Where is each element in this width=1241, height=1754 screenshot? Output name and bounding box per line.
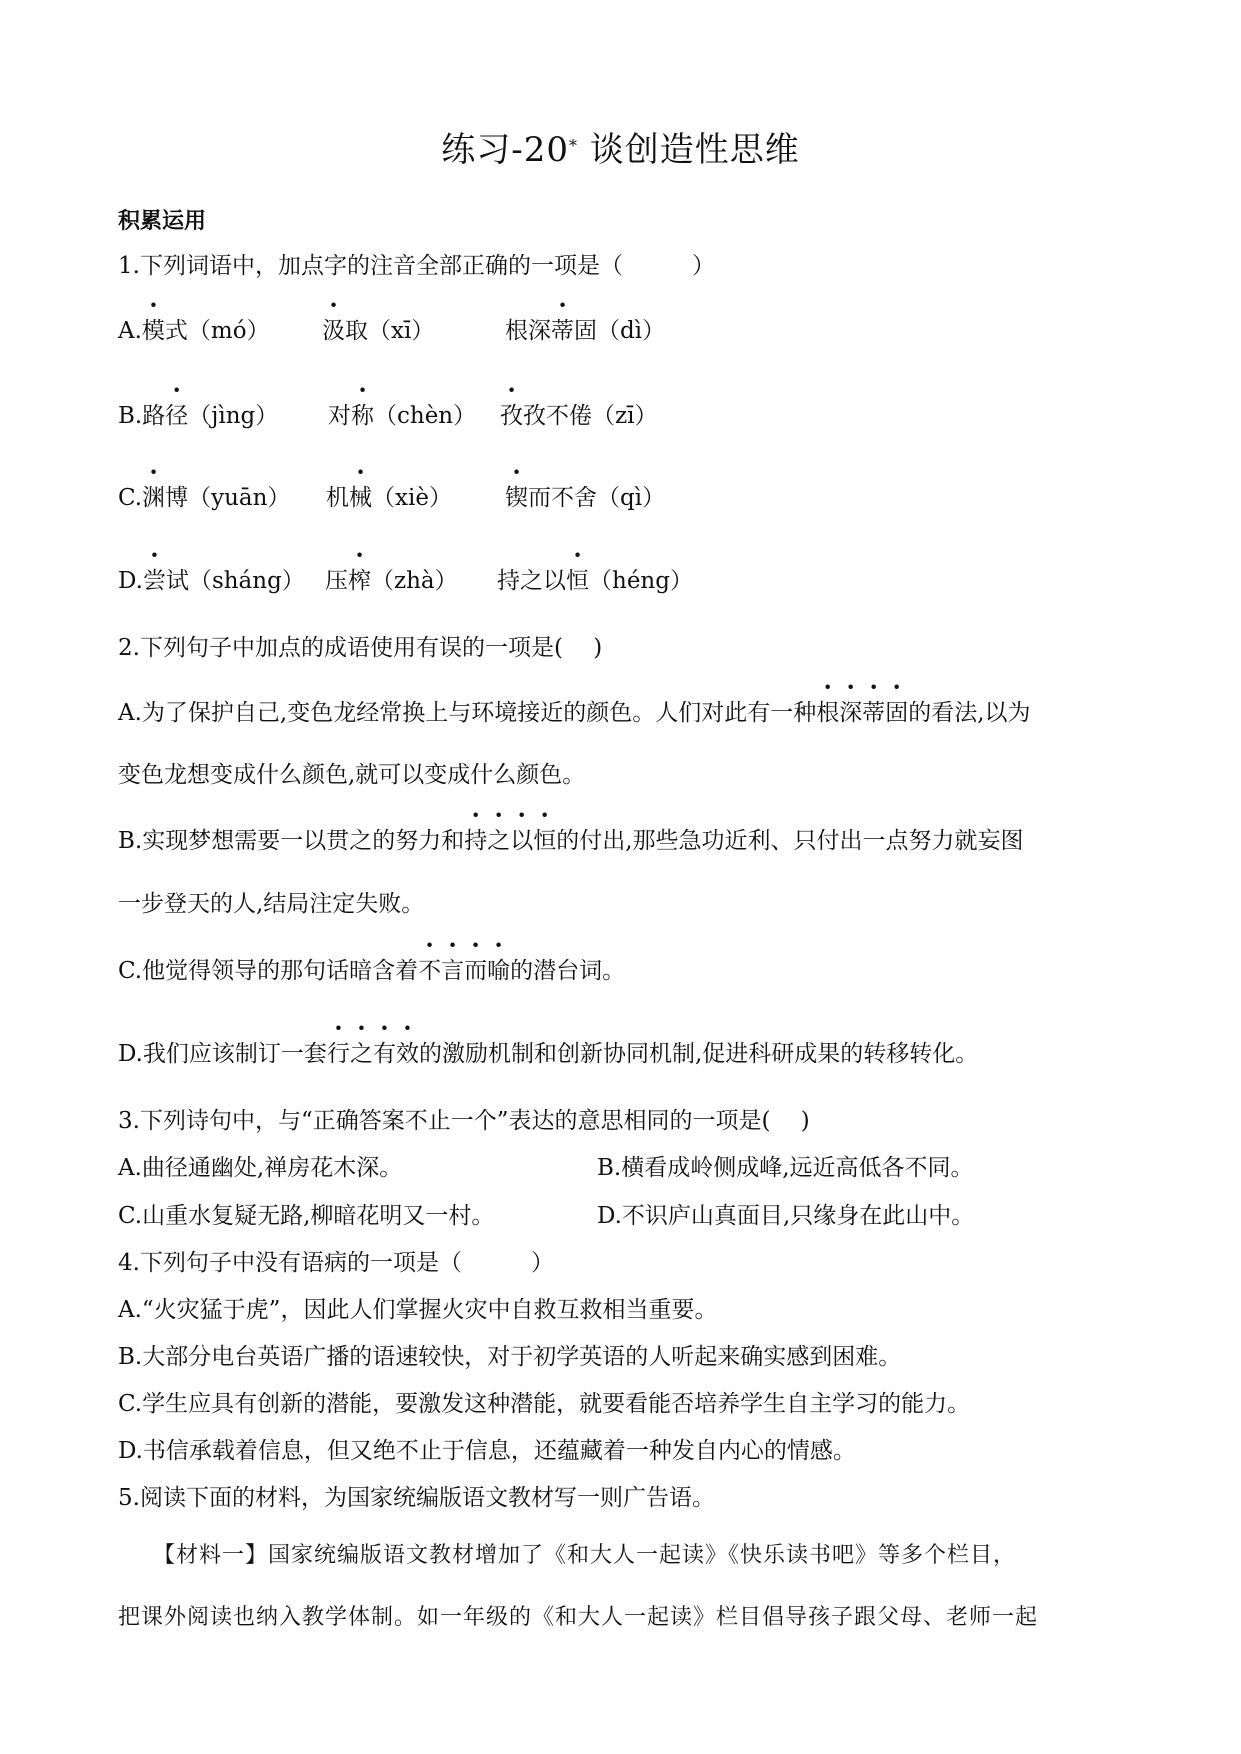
section-heading: 积累运用	[118, 209, 207, 234]
q1-option-c-1: C.渊博（yuān）	[118, 485, 291, 511]
q1-option-a-2: 汲取（xī）	[322, 318, 435, 344]
q1-option-d-3: 持之以恒（héng）	[497, 568, 693, 594]
q1-option-b-2: 对称（chèn）	[328, 403, 477, 429]
q4-option-a: A.“火灾猛于虎”，因此人们掌握火灾中自救互救相当重要。	[118, 1297, 718, 1323]
q1-option-c-3: 锲而不舍（qì）	[505, 485, 666, 511]
q1-option-a-1: A.模式（mó）	[118, 318, 270, 344]
q3-option-b: B.横看成岭侧成峰,远近高低各不同。	[597, 1155, 974, 1181]
q1-option-d-1: D.尝试（sháng）	[118, 568, 305, 594]
question-1-stem: 1.下列词语中，加点字的注音全部正确的一项是（ ）	[118, 253, 715, 279]
q2-option-d: D.我们应该制订一套行之有效的激励机制和创新协同机制,促进科研成果的转移转化。	[118, 1041, 979, 1067]
q1-option-b-3: 孜孜不倦（zī）	[500, 403, 658, 429]
q3-option-d: D.不识庐山真面目,只缘身在此山中。	[597, 1203, 975, 1229]
q2-option-b-line-2: 一步登天的人,结局注定失败。	[118, 891, 425, 917]
question-4-stem: 4.下列句子中没有语病的一项是（ ）	[118, 1250, 554, 1276]
question-3-stem: 3.下列诗句中，与“正确答案不止一个”表达的意思相同的一项是( )	[118, 1108, 810, 1134]
q2-option-a-line-1: A.为了保护自己,变色龙经常换上与环境接近的颜色。人们对此有一种根深蒂固的看法,以为	[118, 700, 1031, 726]
q3-option-a: A.曲径通幽处,禅房花木深。	[118, 1155, 403, 1181]
q1-option-b-1: B.路径（jìng）	[118, 403, 279, 429]
q2-option-b-line-1: B.实现梦想需要一以贯之的努力和持之以恒的付出,那些急功近利、只付出一点努力就妄图	[118, 828, 1024, 854]
q4-option-b: B.大部分电台英语广播的语速较快，对于初学英语的人听起来确实感到困难。	[118, 1344, 902, 1370]
question-5-stem: 5.阅读下面的材料，为国家统编版语文教材写一则广告语。	[118, 1485, 715, 1511]
q2-option-c: C.他觉得领导的那句话暗含着不言而喻的潜台词。	[118, 958, 626, 984]
material-1-line-2: 把课外阅读也纳入教学体制。如一年级的《和大人一起读》栏目倡导孩子跟父母、老师一起	[118, 1605, 1039, 1630]
q4-option-c: C.学生应具有创新的潜能，要激发这种潜能，就要看能否培养学生自主学习的能力。	[118, 1391, 971, 1417]
q4-option-d: D.书信承载着信息，但又绝不止于信息，还蕴藏着一种发自内心的情感。	[118, 1438, 856, 1464]
q1-option-a-3: 根深蒂固（dì）	[505, 318, 666, 344]
material-1-line-1: 【材料一】国家统编版语文教材增加了《和大人一起读》《快乐读书吧》等多个栏目，	[118, 1543, 1017, 1568]
q1-option-c-2: 机械（xiè）	[326, 485, 452, 511]
page-title: 练习-20* 谈创造性思维	[441, 130, 800, 170]
question-2-stem: 2.下列句子中加点的成语使用有误的一项是( )	[118, 635, 603, 661]
q1-option-d-2: 压榨（zhà）	[325, 568, 458, 594]
q3-option-c: C.山重水复疑无路,柳暗花明又一村。	[118, 1203, 495, 1229]
q2-option-a-line-2: 变色龙想变成什么颜色,就可以变成什么颜色。	[118, 762, 586, 788]
